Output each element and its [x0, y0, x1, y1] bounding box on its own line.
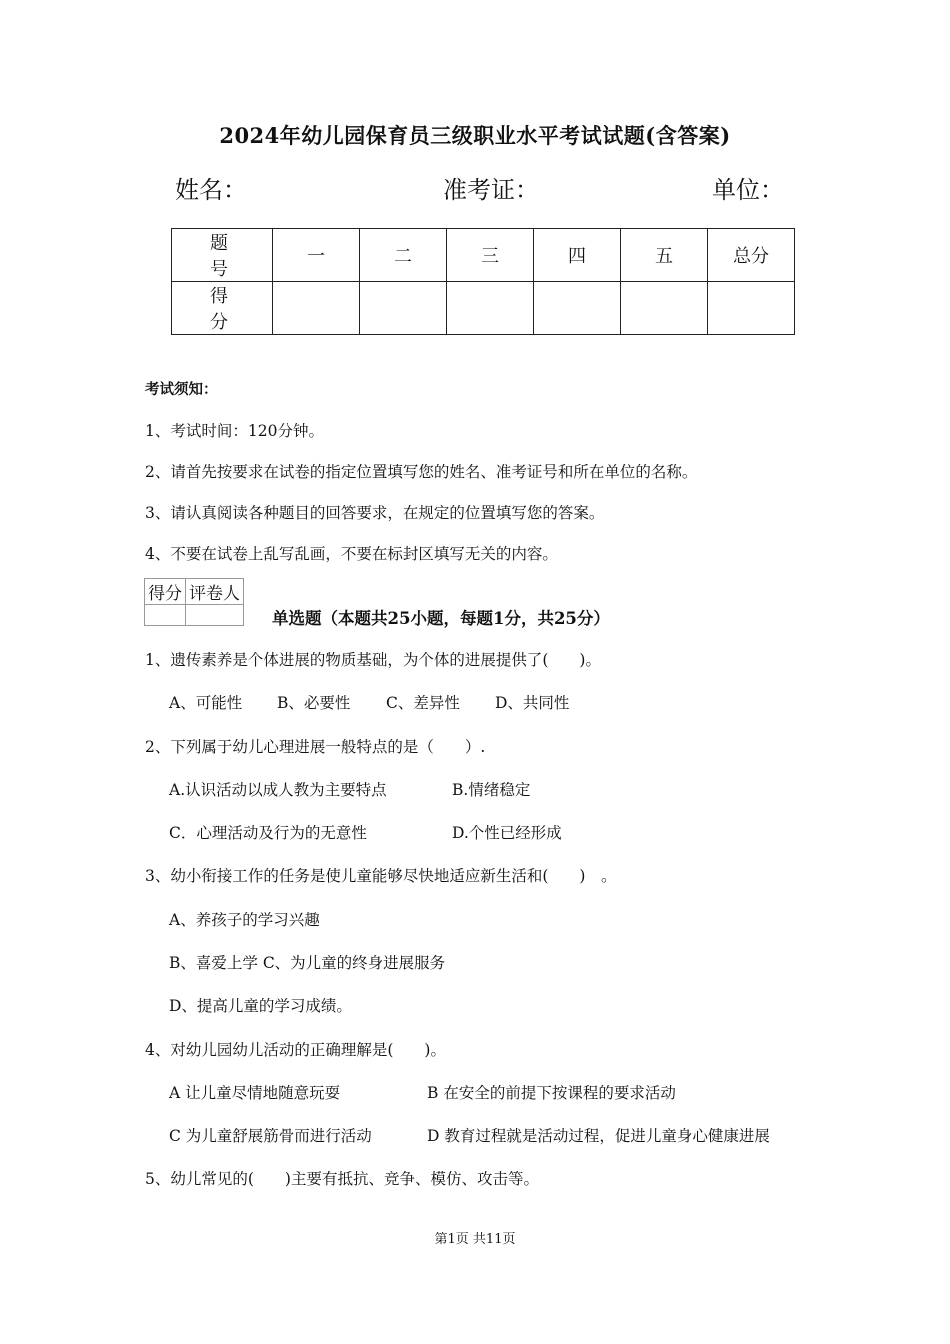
question-stem: 2、下列属于幼儿心理进展一般特点的是（ ）.: [145, 738, 486, 756]
grader-name-label: 评卷人: [186, 579, 244, 605]
score-cell[interactable]: [360, 282, 447, 335]
notice-heading: 考试须知：: [145, 381, 218, 398]
option[interactable]: A 让儿童尽情地随意玩耍: [169, 1084, 341, 1102]
option[interactable]: B.情绪稳定: [452, 781, 531, 799]
option[interactable]: C、差异性: [386, 694, 460, 712]
score-table-score-row: [172, 282, 795, 335]
grader-score-cell[interactable]: [145, 605, 186, 626]
option[interactable]: B 在安全的前提下按课程的要求活动: [427, 1084, 676, 1102]
option[interactable]: A、养孩子的学习兴趣: [169, 911, 320, 929]
score-cell[interactable]: [534, 282, 621, 335]
option[interactable]: D 教育过程就是活动过程，促进儿童身心健康进展: [427, 1127, 770, 1145]
option[interactable]: D、共同性: [495, 694, 570, 712]
grader-score-label: 得分: [145, 579, 186, 605]
section-title: 单选题（本题共25小题，每题1分，共25分）: [272, 609, 610, 628]
notice-item: 4、不要在试卷上乱写乱画，不要在标封区填写无关的内容。: [145, 545, 558, 563]
option[interactable]: C．心理活动及行为的无意性: [169, 824, 367, 842]
notice-item: 1、考试时间：120分钟。: [145, 422, 324, 440]
notice-item: 2、请首先按要求在试卷的指定位置填写您的姓名、准考证号和所在单位的名称。: [145, 463, 698, 481]
score-table-header-row: [172, 229, 795, 282]
question-stem: 4、对幼儿园幼儿活动的正确理解是( )。: [145, 1041, 446, 1059]
option[interactable]: D、提高儿童的学习成绩。: [169, 997, 352, 1015]
score-cell[interactable]: [447, 282, 534, 335]
score-table-header-cell: 五: [621, 229, 708, 282]
score-table-header-cell: 一: [273, 229, 360, 282]
score-table-header-cell: 题 号: [172, 229, 273, 282]
name-label: 姓名：: [175, 176, 247, 204]
score-cell[interactable]: [621, 282, 708, 335]
score-table-header-cell: 总分: [708, 229, 795, 282]
score-row-label: 得 分: [172, 282, 273, 335]
score-table-header-cell: 二: [360, 229, 447, 282]
option[interactable]: A.认识活动以成人教为主要特点: [169, 781, 387, 799]
grader-name-cell[interactable]: [186, 605, 244, 626]
page-title: 2024年幼儿园保育员三级职业水平考试试题(含答案): [219, 123, 731, 148]
notice-item: 3、请认真阅读各种题目的回答要求，在规定的位置填写您的答案。: [145, 504, 605, 522]
question-stem: 3、幼小衔接工作的任务是使儿童能够尽快地适应新生活和( ) 。: [145, 867, 617, 885]
question-stem: 5、幼儿常见的( )主要有抵抗、竞争、模仿、攻击等。: [145, 1170, 539, 1188]
option[interactable]: C 为儿童舒展筋骨而进行活动: [169, 1127, 372, 1145]
question-stem: 1、遗传素养是个体进展的物质基础，为个体的进展提供了( )。: [145, 651, 601, 669]
page-footer: 第1页 共11页: [434, 1232, 516, 1247]
option[interactable]: B、喜爱上学 C、为儿童的终身进展服务: [169, 954, 446, 972]
option[interactable]: D.个性已经形成: [452, 824, 562, 842]
score-table: [171, 228, 795, 335]
option[interactable]: B、必要性: [277, 694, 351, 712]
grader-table: [144, 578, 244, 626]
score-table-header-cell: 四: [534, 229, 621, 282]
option[interactable]: A、可能性: [169, 694, 243, 712]
exam-id-label: 准考证：: [443, 176, 539, 204]
score-cell[interactable]: [708, 282, 795, 335]
unit-label: 单位：: [712, 176, 784, 204]
score-table-header-cell: 三: [447, 229, 534, 282]
